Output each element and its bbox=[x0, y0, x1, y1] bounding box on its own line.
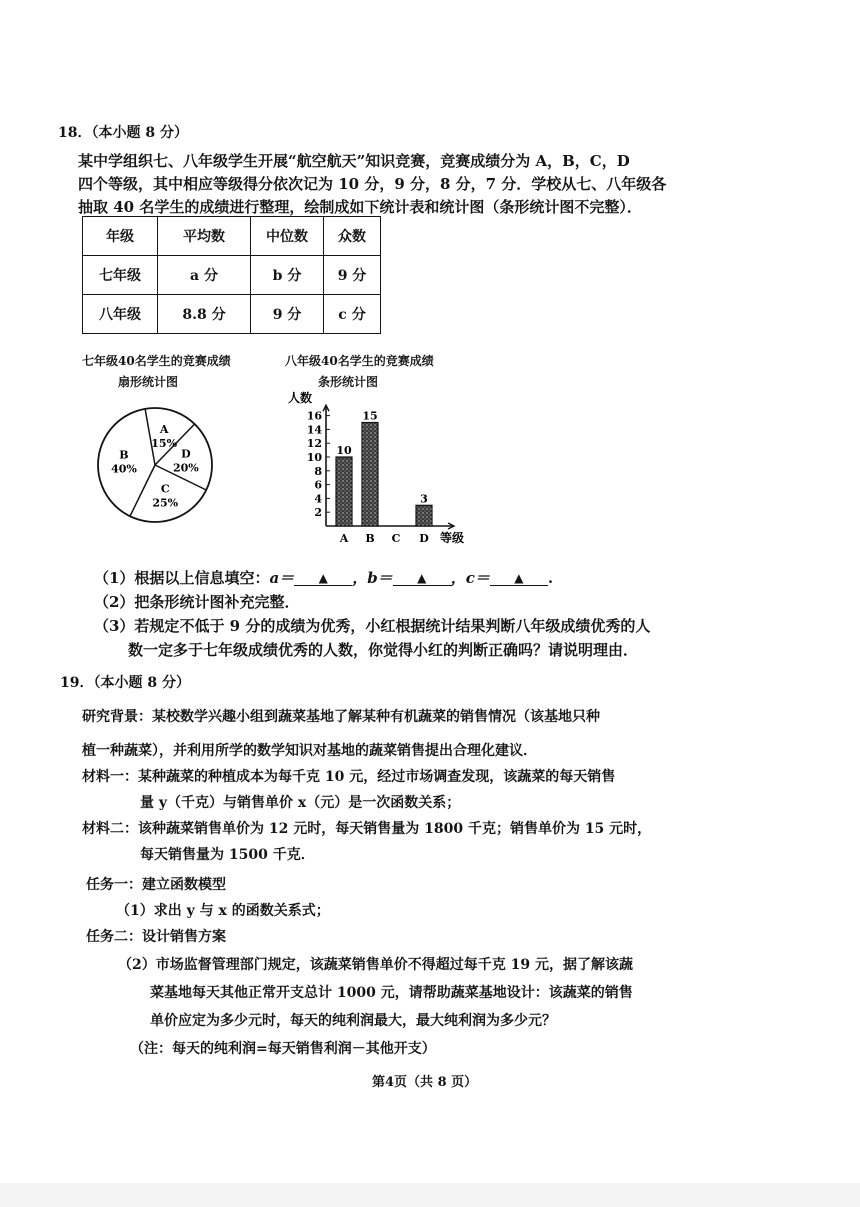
y-tick-label: 14 bbox=[306, 423, 322, 437]
table-header-cell: 众数 bbox=[324, 217, 381, 256]
y-tick-label: 4 bbox=[314, 492, 322, 506]
table-cell: 八年级 bbox=[83, 295, 158, 334]
q18-sub1 bbox=[94, 567, 553, 588]
sub1-a-label: a＝ bbox=[269, 569, 295, 587]
table-header-row bbox=[83, 217, 381, 256]
q19-material2-line1: 材料二：该种蔬菜销售单价为 12 元时，每天销售量为 1800 千克；销售单价为 15 元时， bbox=[82, 821, 652, 837]
q19-task2-line1: （2）市场监督管理部门规定，该蔬菜销售单价不得超过每千克 19 元，据了解该蔬 bbox=[118, 957, 633, 973]
pie-slice-percent: 20% bbox=[172, 461, 199, 475]
q19-note: （注：每天的纯利润=每天销售利润－其他开支） bbox=[130, 1041, 436, 1057]
sub1-prefix: （1）根据以上信息填空： bbox=[94, 569, 270, 587]
triangle-icon: ▲ bbox=[514, 571, 524, 585]
sub1-c-label: ，c＝ bbox=[450, 569, 490, 587]
y-tick-label: 10 bbox=[306, 451, 322, 464]
y-tick-label: 2 bbox=[314, 506, 322, 520]
bar-chart bbox=[282, 388, 482, 548]
q19-task1: 任务一：建立函数模型 bbox=[86, 877, 226, 893]
table-cell: b 分 bbox=[251, 256, 324, 295]
answer-blank-c[interactable] bbox=[490, 569, 548, 586]
q18-sub3-line1: （3）若规定不低于 9 分的成绩为优秀，小红根据统计结果判断八年级成绩优秀的人 bbox=[94, 617, 651, 635]
table-header-cell: 中位数 bbox=[251, 217, 324, 256]
pie-title-line2: 扇形统计图 bbox=[118, 375, 179, 389]
y-tick-label: 8 bbox=[314, 464, 322, 478]
bar-a bbox=[336, 457, 352, 526]
pie-slice-label: D bbox=[181, 447, 191, 461]
q19-material2-line2: 每天销售量为 1500 千克． bbox=[140, 847, 315, 863]
answer-blank-b[interactable] bbox=[393, 569, 451, 586]
q19-material1-line1: 材料一：某种蔬菜的种植成本为每千克 10 元，经过市场调查发现，该蔬菜的每天销售 bbox=[82, 769, 616, 785]
table-header-cell: 年级 bbox=[83, 217, 158, 256]
bar-b bbox=[362, 423, 378, 527]
q19-material1-line2: 量 y（千克）与销售单价 x（元）是一次函数关系； bbox=[140, 795, 461, 811]
q19-task2-line3: 单价应定为多少元时，每天的纯利润最大，最大纯利润为多少元？ bbox=[150, 1013, 556, 1029]
y-tick-label: 12 bbox=[306, 437, 322, 451]
x-tick-label: C bbox=[391, 532, 401, 545]
q19-task1-question: （1）求出 y 与 x 的函数关系式； bbox=[116, 903, 330, 919]
scan-edge bbox=[0, 1183, 860, 1207]
triangle-icon: ▲ bbox=[318, 571, 328, 585]
sub1-b-label: ，b＝ bbox=[352, 569, 393, 587]
q18-sub3-line2: 数一定多于七年级成绩优秀的人数，你觉得小红的判断正确吗？请说明理由． bbox=[128, 641, 639, 659]
bar-value-label: 10 bbox=[336, 444, 352, 457]
q19-background-line1: 研究背景：某校数学兴趣小组到蔬菜基地了解某种有机蔬菜的销售情况（该基地只种 bbox=[82, 709, 600, 725]
table-cell: 9 分 bbox=[251, 295, 324, 334]
q18-intro-line3: 抽取 40 名学生的成绩进行整理，绘制成如下统计表和统计图（条形统计图不完整）． bbox=[78, 198, 642, 216]
bar-title-line1: 八年级40名学生的竞赛成绩 bbox=[285, 354, 434, 368]
stats-table bbox=[82, 216, 381, 334]
page-footer: 第4页（共 8 页） bbox=[372, 1075, 478, 1090]
pie-slice-label: A bbox=[159, 423, 169, 437]
q18-sub2: （2）把条形统计图补充完整． bbox=[94, 593, 300, 611]
bar-d bbox=[416, 505, 432, 526]
table-cell: c 分 bbox=[324, 295, 381, 334]
q18-intro-line2: 四个等级，其中相应等级得分依次记为 10 分，9 分，8 分，7 分．学校从七、八年级各 bbox=[78, 175, 667, 193]
pie-slice-label: C bbox=[160, 482, 170, 496]
pie-slice-percent: 25% bbox=[152, 496, 179, 510]
table-row bbox=[83, 295, 381, 334]
table-cell: 8.8 分 bbox=[158, 295, 251, 334]
table-header-cell: 平均数 bbox=[158, 217, 251, 256]
pie-slice-percent: 40% bbox=[111, 462, 137, 476]
table-cell: 七年级 bbox=[83, 256, 158, 295]
y-tick-label: 6 bbox=[314, 478, 322, 492]
pie-slice-percent: 15% bbox=[151, 437, 178, 451]
q19-task2-line2: 菜基地每天其他正常开支总计 1000 元，请帮助蔬菜基地设计：该蔬菜的销售 bbox=[150, 985, 633, 1001]
bar-value-label: 3 bbox=[420, 492, 428, 506]
answer-blank-a[interactable] bbox=[294, 569, 352, 586]
x-tick-label: A bbox=[339, 532, 349, 545]
y-axis-label: 人数 bbox=[288, 391, 313, 405]
y-tick-label: 16 bbox=[306, 409, 322, 423]
bar-title-line2: 条形统计图 bbox=[318, 375, 379, 389]
x-tick-label: B bbox=[365, 532, 375, 545]
q19-background-line2: 植一种蔬菜），并利用所学的数学知识对基地的蔬菜销售提出合理化建议． bbox=[82, 743, 537, 759]
table-cell: 9 分 bbox=[324, 256, 381, 295]
q18-intro-line1: 某中学组织七、八年级学生开展“航空航天”知识竞赛，竞赛成绩分为 A，B，C，D bbox=[78, 152, 630, 170]
table-cell: a 分 bbox=[158, 256, 251, 295]
pie-title-line1: 七年级40名学生的竞赛成绩 bbox=[82, 354, 231, 368]
x-tick-label: D bbox=[419, 532, 429, 545]
table-row bbox=[83, 256, 381, 295]
q19-task2: 任务二：设计销售方案 bbox=[86, 929, 226, 945]
bar-value-label: 15 bbox=[362, 409, 378, 423]
sub1-end: . bbox=[547, 569, 554, 587]
q18-heading: 18．（本小题 8 分） bbox=[58, 125, 188, 141]
x-axis-label: 等级 bbox=[440, 531, 465, 545]
triangle-icon: ▲ bbox=[417, 571, 427, 585]
pie-slice-label: B bbox=[119, 448, 129, 462]
pie-chart bbox=[90, 400, 220, 530]
q19-heading: 19．（本小题 8 分） bbox=[60, 675, 190, 691]
